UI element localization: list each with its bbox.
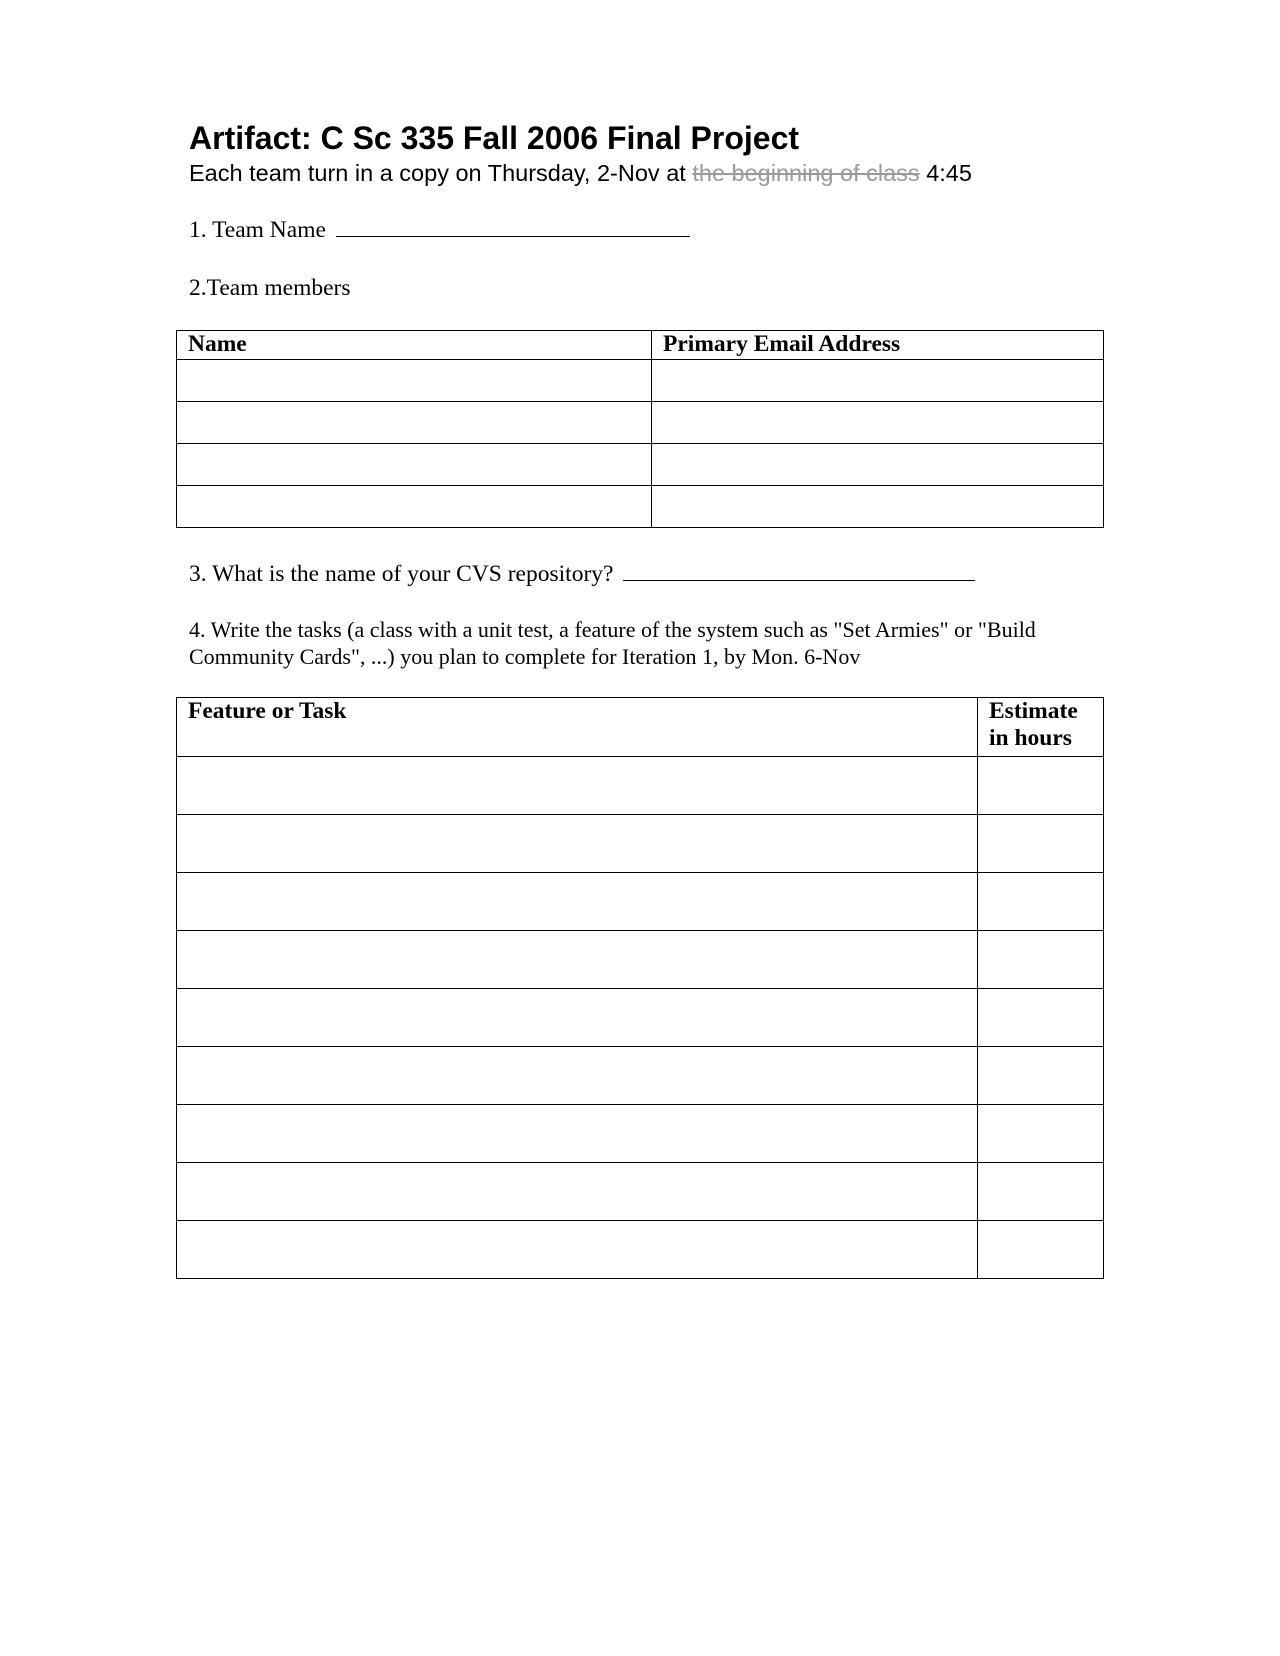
member-email-cell[interactable] bbox=[652, 360, 1104, 402]
team-members-table bbox=[176, 330, 1104, 528]
task-cell[interactable] bbox=[177, 1221, 978, 1279]
task-cell[interactable] bbox=[177, 1163, 978, 1221]
table-row bbox=[177, 402, 1104, 444]
task-cell[interactable] bbox=[177, 989, 978, 1047]
task-cell[interactable] bbox=[177, 757, 978, 815]
cvs-repository-question bbox=[189, 560, 975, 588]
table-row bbox=[177, 931, 1104, 989]
feature-column-header: Feature or Task bbox=[177, 698, 978, 757]
member-name-cell[interactable] bbox=[177, 486, 652, 528]
submission-instructions bbox=[189, 158, 972, 188]
team-members-label: 2.Team members bbox=[189, 275, 351, 301]
name-column-header: Name bbox=[177, 331, 652, 360]
table-row bbox=[177, 444, 1104, 486]
member-name-cell[interactable] bbox=[177, 360, 652, 402]
task-cell[interactable] bbox=[177, 873, 978, 931]
member-name-cell[interactable] bbox=[177, 402, 652, 444]
member-name-cell[interactable] bbox=[177, 444, 652, 486]
table-row bbox=[177, 757, 1104, 815]
estimate-cell[interactable] bbox=[978, 1105, 1104, 1163]
table-row bbox=[177, 989, 1104, 1047]
page-title: Artifact: C Sc 335 Fall 2006 Final Project bbox=[189, 120, 800, 156]
cvs-repository-blank[interactable] bbox=[623, 560, 975, 581]
estimate-cell[interactable] bbox=[978, 989, 1104, 1047]
task-cell[interactable] bbox=[177, 931, 978, 989]
task-cell[interactable] bbox=[177, 1047, 978, 1105]
subtitle-prefix: Each team turn in a copy on Thursday, 2-Nov at bbox=[189, 160, 693, 186]
table-row bbox=[177, 1163, 1104, 1221]
estimate-column-header: Estimate in hours bbox=[978, 698, 1104, 757]
table-row bbox=[177, 486, 1104, 528]
table-row bbox=[177, 1047, 1104, 1105]
email-column-header: Primary Email Address bbox=[652, 331, 1104, 360]
cvs-repository-label: 3. What is the name of your CVS repository? bbox=[189, 561, 614, 587]
table-row bbox=[177, 815, 1104, 873]
table-row bbox=[177, 873, 1104, 931]
team-name-label: 1. Team Name bbox=[189, 217, 326, 243]
estimate-cell[interactable] bbox=[978, 873, 1104, 931]
team-name-blank[interactable] bbox=[336, 216, 690, 237]
table-header-row bbox=[177, 698, 1104, 757]
member-email-cell[interactable] bbox=[652, 402, 1104, 444]
subtitle-suffix: 4:45 bbox=[919, 160, 972, 186]
estimate-cell[interactable] bbox=[978, 1047, 1104, 1105]
team-name-question bbox=[189, 216, 690, 244]
estimate-cell[interactable] bbox=[978, 1221, 1104, 1279]
struck-text: the beginning of class bbox=[692, 160, 920, 186]
task-cell[interactable] bbox=[177, 815, 978, 873]
estimate-cell[interactable] bbox=[978, 757, 1104, 815]
member-email-cell[interactable] bbox=[652, 444, 1104, 486]
estimate-cell[interactable] bbox=[978, 931, 1104, 989]
tasks-instructions: 4. Write the tasks (a class with a unit test, a feature of the system such as "Set Armies" or "Build Community Cards", ...) you plan to complete for Iteration 1, by Mon. 6-Nov bbox=[189, 617, 1036, 669]
table-row bbox=[177, 360, 1104, 402]
table-header-row bbox=[177, 331, 1104, 360]
table-row bbox=[177, 1221, 1104, 1279]
table-row bbox=[177, 1105, 1104, 1163]
tasks-table bbox=[176, 697, 1104, 1279]
estimate-cell[interactable] bbox=[978, 1163, 1104, 1221]
member-email-cell[interactable] bbox=[652, 486, 1104, 528]
estimate-cell[interactable] bbox=[978, 815, 1104, 873]
task-cell[interactable] bbox=[177, 1105, 978, 1163]
